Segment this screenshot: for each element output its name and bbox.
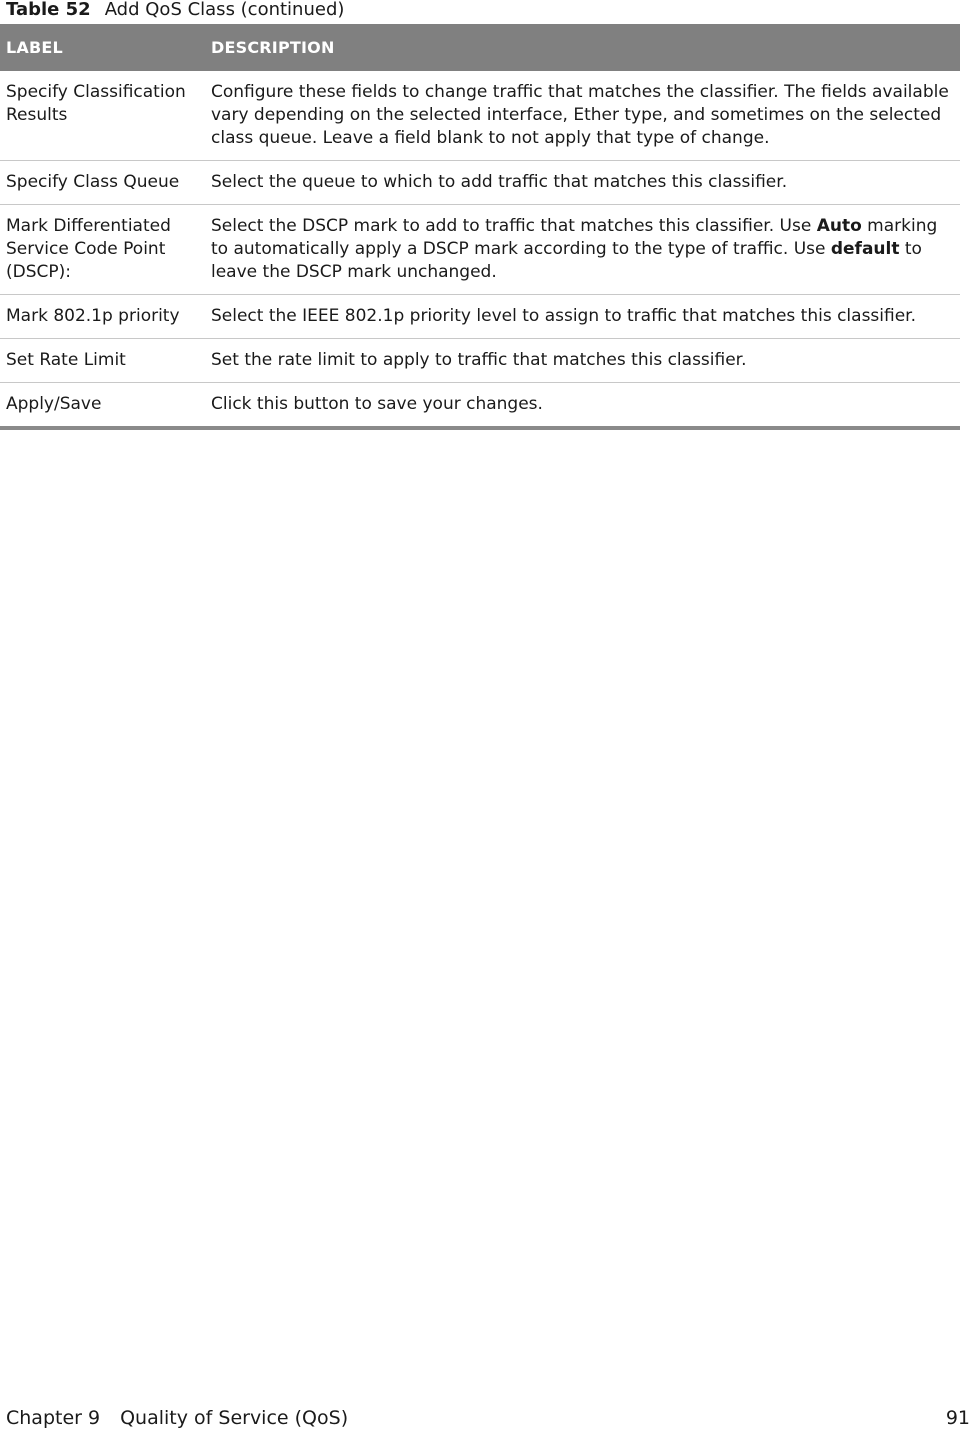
footer-chapter-title: Quality of Service (QoS) [120,1407,349,1429]
row-label: Apply/Save [0,383,205,429]
table-row [0,161,960,205]
page-number: 91 [945,1407,970,1429]
table-row [0,205,960,295]
table-caption [6,0,344,21]
row-description: Select the queue to which to add traffic that matches this classifier. [205,161,960,205]
qos-class-table [0,24,960,430]
row-label: Mark Differentiated Service Code Point (DSCP): [0,205,205,295]
page-footer [6,1404,348,1432]
header-label: LABEL [0,24,205,71]
auto-keyword: Auto [816,216,862,236]
description-text: Select the DSCP mark to add to traffic that matches this classifier. Use [211,216,817,236]
row-description: Select the IEEE 802.1p priority level to assign to traffic that matches this classifier. [205,295,960,339]
row-description: Set the rate limit to apply to traffic that matches this classifier. [205,339,960,383]
table-title: Add QoS Class (continued) [104,0,345,20]
row-description: Configure these fields to change traffic that matches the classifier. The fields available vary depending on the selected interface, Ether type, and sometimes on the selected class queue. Leave a field blank to not apply that type of change. [205,71,960,161]
table-number: Table 52 [6,0,91,20]
table-header-row [0,24,960,71]
table-row [0,383,960,429]
row-description: Click this button to save your changes. [205,383,960,429]
row-description [205,205,960,295]
table-row [0,295,960,339]
row-label: Mark 802.1p priority [0,295,205,339]
description-text: to leave the DSCP mark unchanged. [211,239,922,282]
table-row [0,71,960,161]
footer-chapter: Chapter 9 [6,1407,101,1429]
row-label: Set Rate Limit [0,339,205,383]
description-text: marking to automatically apply a DSCP mark according to the type of traffic. Use [211,216,938,259]
row-label: Specify Class Queue [0,161,205,205]
table-row [0,339,960,383]
default-keyword: default [830,239,900,259]
row-label: Specify Classification Results [0,71,205,161]
header-description: DESCRIPTION [205,24,960,71]
